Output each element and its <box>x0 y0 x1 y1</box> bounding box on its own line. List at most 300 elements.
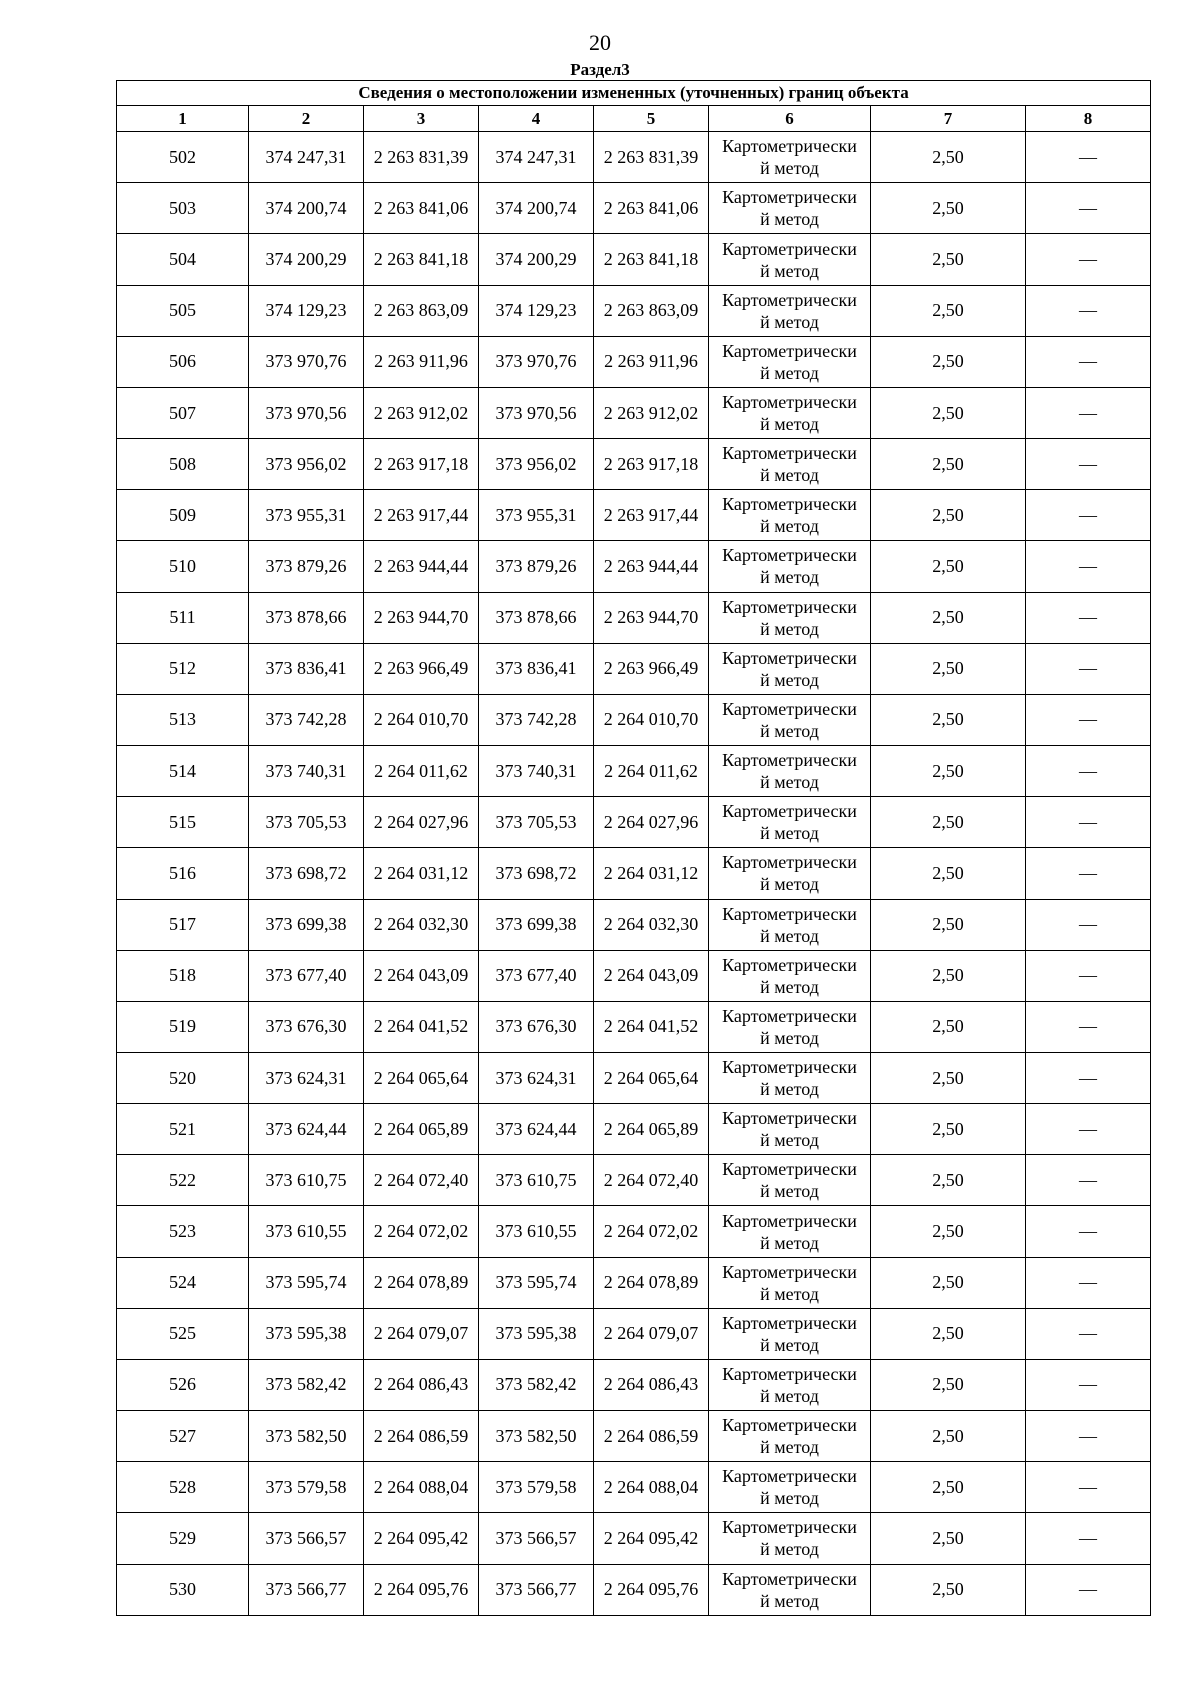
y-old-cell: 2 264 043,09 <box>364 950 479 1001</box>
point-number-cell: 518 <box>117 950 249 1001</box>
y-new-cell: 2 264 086,43 <box>594 1359 709 1410</box>
method-line-2: й метод <box>760 1232 819 1253</box>
table-row <box>117 643 1151 694</box>
x-old-cell: 373 879,26 <box>249 541 364 592</box>
x-old-cell: 373 740,31 <box>249 746 364 797</box>
y-old-cell: 2 264 065,64 <box>364 1052 479 1103</box>
method-line-1: Картометрически <box>722 801 857 822</box>
note-cell: — <box>1026 797 1151 848</box>
method-line-2: й метод <box>760 823 819 844</box>
note-cell: — <box>1026 1052 1151 1103</box>
y-new-cell: 2 264 072,02 <box>594 1206 709 1257</box>
method-cell <box>709 1257 871 1308</box>
precision-cell: 2,50 <box>871 490 1026 541</box>
method-line-2: й метод <box>760 1334 819 1355</box>
table-row <box>117 132 1151 183</box>
x-new-cell: 373 582,42 <box>479 1359 594 1410</box>
y-new-cell: 2 263 831,39 <box>594 132 709 183</box>
note-cell: — <box>1026 183 1151 234</box>
note-cell: — <box>1026 132 1151 183</box>
x-old-cell: 373 566,57 <box>249 1513 364 1564</box>
note-cell: — <box>1026 1308 1151 1359</box>
y-new-cell: 2 264 072,40 <box>594 1155 709 1206</box>
note-cell: — <box>1026 694 1151 745</box>
method-line-1: Картометрически <box>722 1568 857 1589</box>
table-row <box>117 848 1151 899</box>
x-new-cell: 373 705,53 <box>479 797 594 848</box>
y-old-cell: 2 264 072,02 <box>364 1206 479 1257</box>
point-number-cell: 530 <box>117 1564 249 1615</box>
method-line-2: й метод <box>760 260 819 281</box>
table-row <box>117 797 1151 848</box>
y-old-cell: 2 264 079,07 <box>364 1308 479 1359</box>
table-row <box>117 1308 1151 1359</box>
method-line-1: Картометрически <box>722 136 857 157</box>
method-cell <box>709 1052 871 1103</box>
precision-cell: 2,50 <box>871 183 1026 234</box>
note-cell: — <box>1026 899 1151 950</box>
y-old-cell: 2 264 095,76 <box>364 1564 479 1615</box>
y-old-cell: 2 263 841,06 <box>364 183 479 234</box>
method-cell <box>709 336 871 387</box>
method-line-1: Картометрически <box>722 1517 857 1538</box>
x-new-cell: 373 878,66 <box>479 592 594 643</box>
precision-cell: 2,50 <box>871 541 1026 592</box>
method-cell <box>709 1308 871 1359</box>
x-old-cell: 373 595,74 <box>249 1257 364 1308</box>
method-line-1: Картометрически <box>722 750 857 771</box>
point-number-cell: 521 <box>117 1104 249 1155</box>
method-line-2: й метод <box>760 874 819 895</box>
y-new-cell: 2 264 079,07 <box>594 1308 709 1359</box>
method-line-1: Картометрически <box>722 1159 857 1180</box>
method-line-1: Картометрически <box>722 954 857 975</box>
precision-cell: 2,50 <box>871 132 1026 183</box>
column-header: 1 <box>117 106 249 132</box>
precision-cell: 2,50 <box>871 439 1026 490</box>
x-old-cell: 373 705,53 <box>249 797 364 848</box>
x-old-cell: 373 698,72 <box>249 848 364 899</box>
method-cell <box>709 183 871 234</box>
table-row <box>117 1206 1151 1257</box>
method-line-1: Картометрически <box>722 494 857 515</box>
precision-cell: 2,50 <box>871 1001 1026 1052</box>
y-old-cell: 2 264 086,59 <box>364 1411 479 1462</box>
method-cell <box>709 1104 871 1155</box>
method-line-1: Картометрически <box>722 187 857 208</box>
y-old-cell: 2 264 031,12 <box>364 848 479 899</box>
table-row <box>117 439 1151 490</box>
x-old-cell: 373 582,42 <box>249 1359 364 1410</box>
y-old-cell: 2 264 078,89 <box>364 1257 479 1308</box>
point-number-cell: 522 <box>117 1155 249 1206</box>
method-line-1: Картометрически <box>722 1261 857 1282</box>
point-number-cell: 513 <box>117 694 249 745</box>
table-row <box>117 1257 1151 1308</box>
method-cell <box>709 643 871 694</box>
x-new-cell: 373 579,58 <box>479 1462 594 1513</box>
table-row <box>117 746 1151 797</box>
y-old-cell: 2 263 912,02 <box>364 387 479 438</box>
method-cell <box>709 746 871 797</box>
table-row <box>117 490 1151 541</box>
x-old-cell: 373 878,66 <box>249 592 364 643</box>
method-line-2: й метод <box>760 669 819 690</box>
section-title: Раздел3 <box>570 60 630 79</box>
x-old-cell: 373 970,56 <box>249 387 364 438</box>
point-number-cell: 506 <box>117 336 249 387</box>
y-new-cell: 2 263 966,49 <box>594 643 709 694</box>
x-old-cell: 374 247,31 <box>249 132 364 183</box>
note-cell: — <box>1026 387 1151 438</box>
y-old-cell: 2 264 072,40 <box>364 1155 479 1206</box>
precision-cell: 2,50 <box>871 1308 1026 1359</box>
x-old-cell: 373 956,02 <box>249 439 364 490</box>
method-line-1: Картометрически <box>722 1466 857 1487</box>
x-old-cell: 373 566,77 <box>249 1564 364 1615</box>
method-line-2: й метод <box>760 362 819 383</box>
point-number-cell: 515 <box>117 797 249 848</box>
y-new-cell: 2 263 944,70 <box>594 592 709 643</box>
x-old-cell: 373 699,38 <box>249 899 364 950</box>
table-row <box>117 1564 1151 1615</box>
column-header: 7 <box>871 106 1026 132</box>
table-row <box>117 1411 1151 1462</box>
y-old-cell: 2 264 010,70 <box>364 694 479 745</box>
point-number-cell: 526 <box>117 1359 249 1410</box>
x-new-cell: 373 566,57 <box>479 1513 594 1564</box>
y-new-cell: 2 264 032,30 <box>594 899 709 950</box>
table-row <box>117 694 1151 745</box>
page-number: 20 <box>589 30 611 55</box>
coordinates-table <box>116 80 1151 1616</box>
note-cell: — <box>1026 1155 1151 1206</box>
method-cell <box>709 541 871 592</box>
table-caption: Сведения о местоположении измененных (уточненных) границ объекта <box>117 81 1151 106</box>
x-old-cell: 373 624,44 <box>249 1104 364 1155</box>
note-cell: — <box>1026 592 1151 643</box>
x-new-cell: 373 698,72 <box>479 848 594 899</box>
note-cell: — <box>1026 285 1151 336</box>
precision-cell: 2,50 <box>871 1359 1026 1410</box>
point-number-cell: 523 <box>117 1206 249 1257</box>
method-line-1: Картометрически <box>722 340 857 361</box>
x-new-cell: 373 956,02 <box>479 439 594 490</box>
point-number-cell: 502 <box>117 132 249 183</box>
point-number-cell: 528 <box>117 1462 249 1513</box>
x-new-cell: 374 129,23 <box>479 285 594 336</box>
x-old-cell: 373 676,30 <box>249 1001 364 1052</box>
table-header-row <box>117 106 1151 132</box>
precision-cell: 2,50 <box>871 694 1026 745</box>
method-line-1: Картометрически <box>722 1005 857 1026</box>
table-row <box>117 336 1151 387</box>
precision-cell: 2,50 <box>871 643 1026 694</box>
method-line-2: й метод <box>760 1385 819 1406</box>
note-cell: — <box>1026 746 1151 797</box>
y-new-cell: 2 264 031,12 <box>594 848 709 899</box>
note-cell: — <box>1026 1513 1151 1564</box>
method-cell <box>709 1001 871 1052</box>
method-line-2: й метод <box>760 618 819 639</box>
table-row <box>117 1001 1151 1052</box>
method-cell <box>709 694 871 745</box>
note-cell: — <box>1026 1001 1151 1052</box>
x-new-cell: 373 955,31 <box>479 490 594 541</box>
x-new-cell: 373 699,38 <box>479 899 594 950</box>
x-new-cell: 374 247,31 <box>479 132 594 183</box>
x-new-cell: 373 742,28 <box>479 694 594 745</box>
point-number-cell: 527 <box>117 1411 249 1462</box>
method-cell <box>709 848 871 899</box>
y-new-cell: 2 263 912,02 <box>594 387 709 438</box>
x-new-cell: 374 200,74 <box>479 183 594 234</box>
y-old-cell: 2 263 917,18 <box>364 439 479 490</box>
precision-cell: 2,50 <box>871 848 1026 899</box>
precision-cell: 2,50 <box>871 1052 1026 1103</box>
table-row <box>117 387 1151 438</box>
y-new-cell: 2 264 078,89 <box>594 1257 709 1308</box>
method-line-2: й метод <box>760 1079 819 1100</box>
point-number-cell: 510 <box>117 541 249 592</box>
method-cell <box>709 132 871 183</box>
y-new-cell: 2 263 911,96 <box>594 336 709 387</box>
x-new-cell: 373 610,75 <box>479 1155 594 1206</box>
method-line-2: й метод <box>760 311 819 332</box>
method-cell <box>709 1462 871 1513</box>
y-old-cell: 2 263 944,44 <box>364 541 479 592</box>
method-cell <box>709 1564 871 1615</box>
precision-cell: 2,50 <box>871 1513 1026 1564</box>
note-cell: — <box>1026 1564 1151 1615</box>
y-old-cell: 2 264 011,62 <box>364 746 479 797</box>
y-new-cell: 2 263 944,44 <box>594 541 709 592</box>
y-old-cell: 2 263 841,18 <box>364 234 479 285</box>
column-header: 6 <box>709 106 871 132</box>
note-cell: — <box>1026 336 1151 387</box>
y-new-cell: 2 264 010,70 <box>594 694 709 745</box>
x-new-cell: 373 595,74 <box>479 1257 594 1308</box>
method-line-2: й метод <box>760 1437 819 1458</box>
y-old-cell: 2 264 041,52 <box>364 1001 479 1052</box>
precision-cell: 2,50 <box>871 899 1026 950</box>
point-number-cell: 517 <box>117 899 249 950</box>
note-cell: — <box>1026 643 1151 694</box>
x-new-cell: 374 200,29 <box>479 234 594 285</box>
point-number-cell: 504 <box>117 234 249 285</box>
table-caption-row <box>117 81 1151 106</box>
precision-cell: 2,50 <box>871 1155 1026 1206</box>
precision-cell: 2,50 <box>871 592 1026 643</box>
point-number-cell: 507 <box>117 387 249 438</box>
method-line-1: Картометрически <box>722 1108 857 1129</box>
method-line-1: Картометрически <box>722 1415 857 1436</box>
method-line-2: й метод <box>760 516 819 537</box>
table-row <box>117 899 1151 950</box>
point-number-cell: 511 <box>117 592 249 643</box>
y-new-cell: 2 263 917,18 <box>594 439 709 490</box>
x-old-cell: 373 955,31 <box>249 490 364 541</box>
x-old-cell: 373 595,38 <box>249 1308 364 1359</box>
method-cell <box>709 1359 871 1410</box>
note-cell: — <box>1026 1104 1151 1155</box>
y-old-cell: 2 263 863,09 <box>364 285 479 336</box>
method-line-2: й метод <box>760 1027 819 1048</box>
method-line-2: й метод <box>760 158 819 179</box>
point-number-cell: 516 <box>117 848 249 899</box>
column-header: 5 <box>594 106 709 132</box>
table-row <box>117 950 1151 1001</box>
method-cell <box>709 1206 871 1257</box>
point-number-cell: 508 <box>117 439 249 490</box>
method-line-1: Картометрически <box>722 1210 857 1231</box>
method-line-1: Картометрически <box>722 289 857 310</box>
y-new-cell: 2 263 841,06 <box>594 183 709 234</box>
note-cell: — <box>1026 490 1151 541</box>
method-cell <box>709 899 871 950</box>
method-cell <box>709 1513 871 1564</box>
precision-cell: 2,50 <box>871 746 1026 797</box>
x-new-cell: 373 879,26 <box>479 541 594 592</box>
note-cell: — <box>1026 234 1151 285</box>
method-line-1: Картометрически <box>722 238 857 259</box>
table-row <box>117 1462 1151 1513</box>
note-cell: — <box>1026 439 1151 490</box>
x-old-cell: 373 836,41 <box>249 643 364 694</box>
point-number-cell: 520 <box>117 1052 249 1103</box>
method-line-2: й метод <box>760 209 819 230</box>
x-new-cell: 373 624,31 <box>479 1052 594 1103</box>
x-new-cell: 373 970,76 <box>479 336 594 387</box>
x-new-cell: 373 970,56 <box>479 387 594 438</box>
y-old-cell: 2 264 065,89 <box>364 1104 479 1155</box>
method-line-1: Картометрически <box>722 596 857 617</box>
method-line-2: й метод <box>760 1283 819 1304</box>
x-new-cell: 373 610,55 <box>479 1206 594 1257</box>
column-header: 3 <box>364 106 479 132</box>
method-cell <box>709 797 871 848</box>
y-new-cell: 2 264 095,76 <box>594 1564 709 1615</box>
point-number-cell: 509 <box>117 490 249 541</box>
method-line-2: й метод <box>760 720 819 741</box>
method-cell <box>709 234 871 285</box>
note-cell: — <box>1026 541 1151 592</box>
method-line-1: Картометрически <box>722 647 857 668</box>
table-row <box>117 234 1151 285</box>
note-cell: — <box>1026 1462 1151 1513</box>
table-row <box>117 1104 1151 1155</box>
y-new-cell: 2 264 065,64 <box>594 1052 709 1103</box>
method-line-1: Картометрически <box>722 1312 857 1333</box>
x-new-cell: 373 595,38 <box>479 1308 594 1359</box>
x-old-cell: 373 970,76 <box>249 336 364 387</box>
method-cell <box>709 439 871 490</box>
y-new-cell: 2 264 043,09 <box>594 950 709 1001</box>
y-new-cell: 2 263 917,44 <box>594 490 709 541</box>
method-line-1: Картометрически <box>722 852 857 873</box>
x-new-cell: 373 582,50 <box>479 1411 594 1462</box>
y-old-cell: 2 263 831,39 <box>364 132 479 183</box>
precision-cell: 2,50 <box>871 1462 1026 1513</box>
x-new-cell: 373 624,44 <box>479 1104 594 1155</box>
method-line-1: Картометрически <box>722 1057 857 1078</box>
x-old-cell: 374 129,23 <box>249 285 364 336</box>
table-row <box>117 541 1151 592</box>
method-cell <box>709 592 871 643</box>
method-line-2: й метод <box>760 567 819 588</box>
precision-cell: 2,50 <box>871 1104 1026 1155</box>
precision-cell: 2,50 <box>871 1564 1026 1615</box>
precision-cell: 2,50 <box>871 950 1026 1001</box>
point-number-cell: 503 <box>117 183 249 234</box>
x-old-cell: 373 582,50 <box>249 1411 364 1462</box>
method-cell <box>709 1411 871 1462</box>
y-new-cell: 2 264 041,52 <box>594 1001 709 1052</box>
method-line-2: й метод <box>760 465 819 486</box>
point-number-cell: 505 <box>117 285 249 336</box>
method-cell <box>709 285 871 336</box>
table-row <box>117 1359 1151 1410</box>
method-line-2: й метод <box>760 1181 819 1202</box>
y-old-cell: 2 263 911,96 <box>364 336 479 387</box>
y-old-cell: 2 264 027,96 <box>364 797 479 848</box>
note-cell: — <box>1026 1359 1151 1410</box>
note-cell: — <box>1026 848 1151 899</box>
y-new-cell: 2 264 011,62 <box>594 746 709 797</box>
precision-cell: 2,50 <box>871 285 1026 336</box>
y-old-cell: 2 263 944,70 <box>364 592 479 643</box>
y-old-cell: 2 264 095,42 <box>364 1513 479 1564</box>
point-number-cell: 529 <box>117 1513 249 1564</box>
point-number-cell: 519 <box>117 1001 249 1052</box>
y-new-cell: 2 264 027,96 <box>594 797 709 848</box>
method-line-1: Картометрически <box>722 392 857 413</box>
point-number-cell: 512 <box>117 643 249 694</box>
precision-cell: 2,50 <box>871 234 1026 285</box>
method-line-2: й метод <box>760 925 819 946</box>
x-old-cell: 374 200,74 <box>249 183 364 234</box>
y-new-cell: 2 264 086,59 <box>594 1411 709 1462</box>
precision-cell: 2,50 <box>871 336 1026 387</box>
point-number-cell: 514 <box>117 746 249 797</box>
method-cell <box>709 387 871 438</box>
x-old-cell: 373 579,58 <box>249 1462 364 1513</box>
y-old-cell: 2 264 086,43 <box>364 1359 479 1410</box>
precision-cell: 2,50 <box>871 1411 1026 1462</box>
x-old-cell: 374 200,29 <box>249 234 364 285</box>
precision-cell: 2,50 <box>871 387 1026 438</box>
method-line-2: й метод <box>760 414 819 435</box>
method-line-2: й метод <box>760 1590 819 1611</box>
table-row <box>117 1513 1151 1564</box>
note-cell: — <box>1026 950 1151 1001</box>
x-new-cell: 373 566,77 <box>479 1564 594 1615</box>
table-row <box>117 285 1151 336</box>
precision-cell: 2,50 <box>871 1206 1026 1257</box>
y-new-cell: 2 264 095,42 <box>594 1513 709 1564</box>
y-old-cell: 2 264 088,04 <box>364 1462 479 1513</box>
table-row <box>117 592 1151 643</box>
method-line-1: Картометрически <box>722 545 857 566</box>
y-new-cell: 2 263 841,18 <box>594 234 709 285</box>
x-old-cell: 373 624,31 <box>249 1052 364 1103</box>
y-old-cell: 2 264 032,30 <box>364 899 479 950</box>
method-line-2: й метод <box>760 1130 819 1151</box>
column-header: 4 <box>479 106 594 132</box>
y-old-cell: 2 263 966,49 <box>364 643 479 694</box>
x-old-cell: 373 677,40 <box>249 950 364 1001</box>
table-row <box>117 183 1151 234</box>
